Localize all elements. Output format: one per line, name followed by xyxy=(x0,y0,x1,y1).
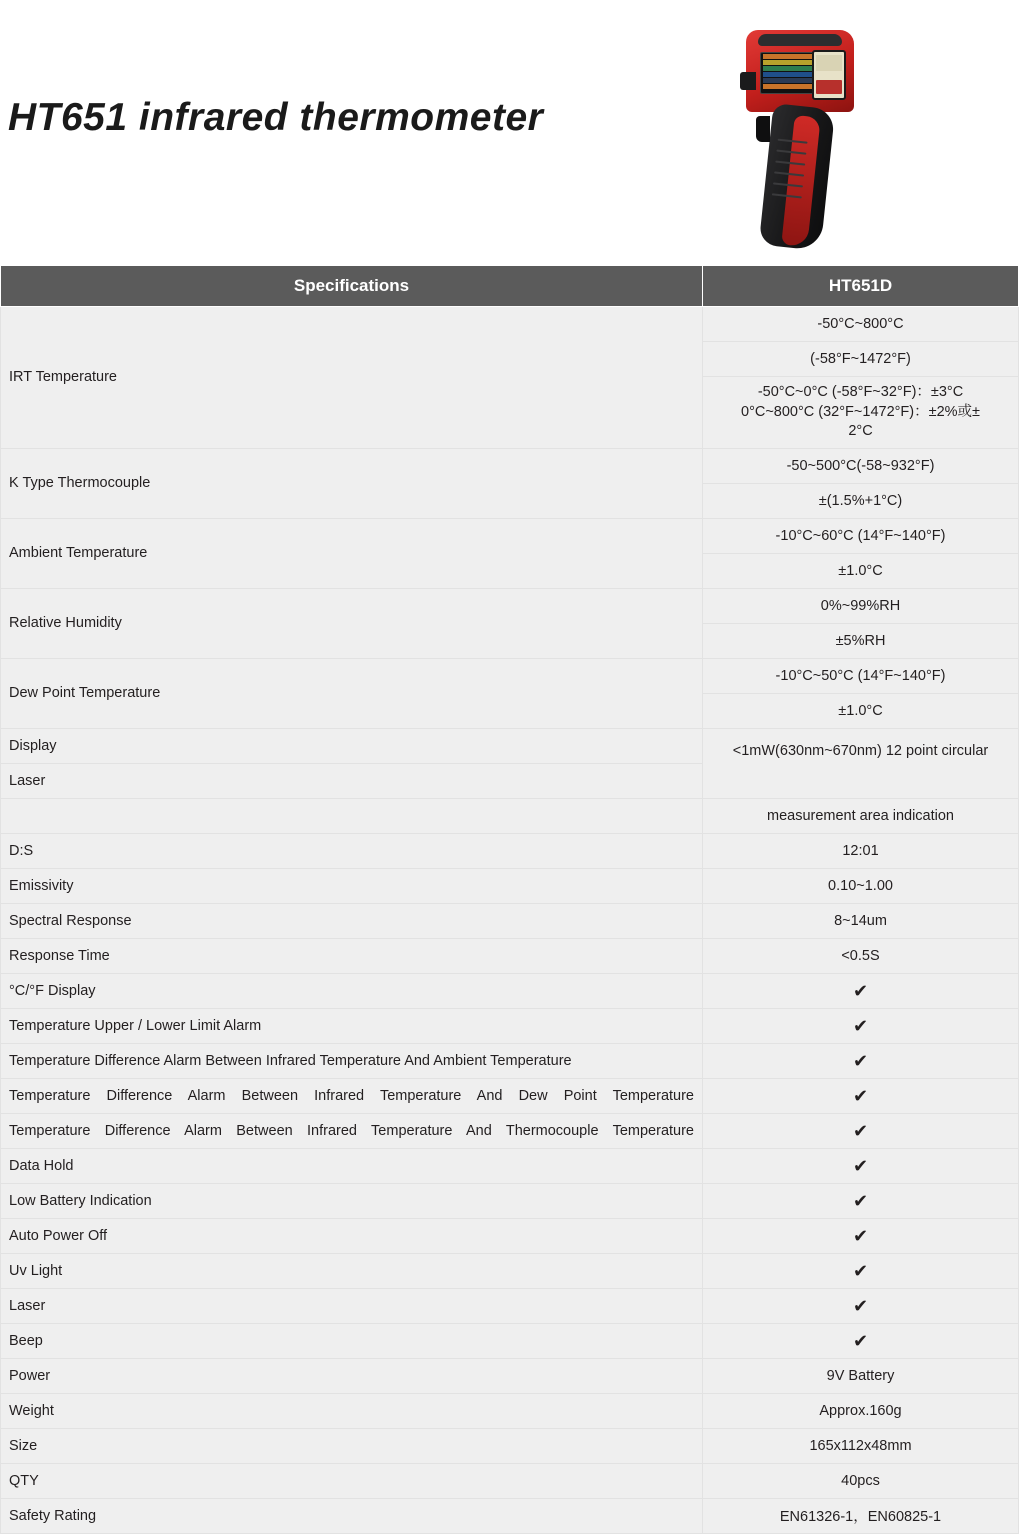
row-label-data-hold: Data Hold xyxy=(1,1148,703,1183)
row-value-display xyxy=(703,728,1019,798)
row-label-spectral-response: Spectral Response xyxy=(1,903,703,938)
row-value-emissivity: 0.10~1.00 xyxy=(703,868,1019,903)
row-label-irt-temperature: IRT Temperature xyxy=(1,307,703,449)
table-row xyxy=(1,518,1019,553)
table-row xyxy=(1,1358,1019,1393)
row-value-auto-power-off: ✔ xyxy=(703,1218,1019,1253)
row-value-irt-accuracy xyxy=(703,377,1019,449)
table-row xyxy=(1,833,1019,868)
table-row xyxy=(1,448,1019,483)
row-value-ds: 12:01 xyxy=(703,833,1019,868)
row-value-size: 165x112x48mm xyxy=(703,1428,1019,1463)
row-value-limit-alarm: ✔ xyxy=(703,1008,1019,1043)
table-row xyxy=(1,1393,1019,1428)
row-value-k-accuracy: ±(1.5%+1°C) xyxy=(703,483,1019,518)
header-model: HT651D xyxy=(703,266,1019,307)
row-value-qty: 40pcs xyxy=(703,1463,1019,1498)
row-value-diff-dew-point: ✔ xyxy=(703,1078,1019,1113)
row-value-k-range: -50~500°C(-58~932°F) xyxy=(703,448,1019,483)
row-label-auto-power-off: Auto Power Off xyxy=(1,1218,703,1253)
table-row xyxy=(1,903,1019,938)
row-label-display: Display xyxy=(1,728,703,763)
row-value-weight: Approx.160g xyxy=(703,1393,1019,1428)
table-row xyxy=(1,938,1019,973)
row-label-diff-dew-point: Temperature Difference Alarm Between Infrared Temperature And Dew Point Temperature xyxy=(1,1078,703,1113)
row-label-emissivity: Emissivity xyxy=(1,868,703,903)
row-value-humidity-accuracy: ±5%RH xyxy=(703,623,1019,658)
row-value-spectral-response: 8~14um xyxy=(703,903,1019,938)
laser-spec-line-1-clipped: <1mW(630nm~670nm) 12 point circular xyxy=(732,742,989,759)
table-row xyxy=(1,588,1019,623)
row-value-data-hold: ✔ xyxy=(703,1148,1019,1183)
table-row xyxy=(1,1043,1019,1078)
row-label-laser-feature: Laser xyxy=(1,1288,703,1323)
row-label-response-time: Response Time xyxy=(1,938,703,973)
table-row xyxy=(1,1148,1019,1183)
row-label-dew-point-temperature: Dew Point Temperature xyxy=(1,658,703,728)
row-label-size: Size xyxy=(1,1428,703,1463)
row-label-uv-light: Uv Light xyxy=(1,1253,703,1288)
row-value-beep: ✔ xyxy=(703,1323,1019,1358)
row-value-humidity-range: 0%~99%RH xyxy=(703,588,1019,623)
row-value-laser-feature: ✔ xyxy=(703,1288,1019,1323)
row-label-k-type-thermocouple: K Type Thermocouple xyxy=(1,448,703,518)
table-row xyxy=(1,658,1019,693)
row-value-power: 9V Battery xyxy=(703,1358,1019,1393)
row-label-diff-thermocouple: Temperature Difference Alarm Between Infrared Temperature And Thermocouple Temperature xyxy=(1,1113,703,1148)
table-row xyxy=(1,1288,1019,1323)
row-value-low-battery: ✔ xyxy=(703,1183,1019,1218)
row-value-cf-display: ✔ xyxy=(703,973,1019,1008)
table-row xyxy=(1,1428,1019,1463)
row-label-ambient-temperature: Ambient Temperature xyxy=(1,518,703,588)
row-value-safety-rating: EN61326-1，EN60825-1 xyxy=(703,1498,1019,1533)
row-value-diff-thermocouple: ✔ xyxy=(703,1113,1019,1148)
table-row xyxy=(1,1463,1019,1498)
row-label-ds: D:S xyxy=(1,833,703,868)
table-row xyxy=(1,1323,1019,1358)
table-row xyxy=(1,1078,1019,1113)
row-value-irt-range-f: (-58°F~1472°F) xyxy=(703,342,1019,377)
row-value-uv-light: ✔ xyxy=(703,1253,1019,1288)
specifications-table xyxy=(0,265,1019,1534)
table-row xyxy=(1,728,1019,763)
row-value-dew-accuracy: ±1.0°C xyxy=(703,693,1019,728)
row-label-laser-spec: Laser xyxy=(1,763,703,798)
row-value-laser-line-2: measurement area indication xyxy=(703,798,1019,833)
row-label-weight: Weight xyxy=(1,1393,703,1428)
product-photo xyxy=(740,20,870,260)
row-label-laser-spacer xyxy=(1,798,703,833)
device-lcd xyxy=(812,50,846,100)
row-value-diff-ambient: ✔ xyxy=(703,1043,1019,1078)
table-row xyxy=(1,868,1019,903)
row-value-ambient-accuracy: ±1.0°C xyxy=(703,553,1019,588)
device-color-screen xyxy=(760,52,818,94)
table-row xyxy=(1,1218,1019,1253)
page-title: HT651 infrared thermometer xyxy=(8,96,544,139)
device-lens xyxy=(740,72,756,90)
table-row xyxy=(1,1253,1019,1288)
row-value-dew-range: -10°C~50°C (14°F~140°F) xyxy=(703,658,1019,693)
irt-accuracy-line-3: 2°C xyxy=(848,423,873,440)
table-row xyxy=(1,1183,1019,1218)
row-label-qty: QTY xyxy=(1,1463,703,1498)
row-label-diff-ambient: Temperature Difference Alarm Between Infrared Temperature And Ambient Temperature xyxy=(1,1043,703,1078)
row-label-beep: Beep xyxy=(1,1323,703,1358)
device-top-panel xyxy=(758,34,842,46)
table-row xyxy=(1,798,1019,833)
row-label-relative-humidity: Relative Humidity xyxy=(1,588,703,658)
row-value-ambient-range: -10°C~60°C (14°F~140°F) xyxy=(703,518,1019,553)
irt-accuracy-line-1: -50°C~0°C (-58°F~32°F)：±3°C xyxy=(757,384,964,400)
row-label-safety-rating: Safety Rating xyxy=(1,1498,703,1533)
row-label-cf-display: °C/°F Display xyxy=(1,973,703,1008)
table-row xyxy=(1,1498,1019,1533)
header-specifications: Specifications xyxy=(1,266,703,307)
table-row xyxy=(1,1113,1019,1148)
row-value-response-time: <0.5S xyxy=(703,938,1019,973)
device-body xyxy=(746,30,854,112)
table-row xyxy=(1,1008,1019,1043)
row-label-low-battery: Low Battery Indication xyxy=(1,1183,703,1218)
device-trigger xyxy=(756,116,770,142)
row-label-limit-alarm: Temperature Upper / Lower Limit Alarm xyxy=(1,1008,703,1043)
row-label-power: Power xyxy=(1,1358,703,1393)
table-row xyxy=(1,307,1019,342)
table-row xyxy=(1,973,1019,1008)
irt-accuracy-line-2: 0°C~800°C (32°F~1472°F)：±2%或± xyxy=(741,403,980,420)
table-header-row xyxy=(1,266,1019,307)
row-value-irt-range-c: -50°C~800°C xyxy=(703,307,1019,342)
page-header xyxy=(0,0,1000,265)
